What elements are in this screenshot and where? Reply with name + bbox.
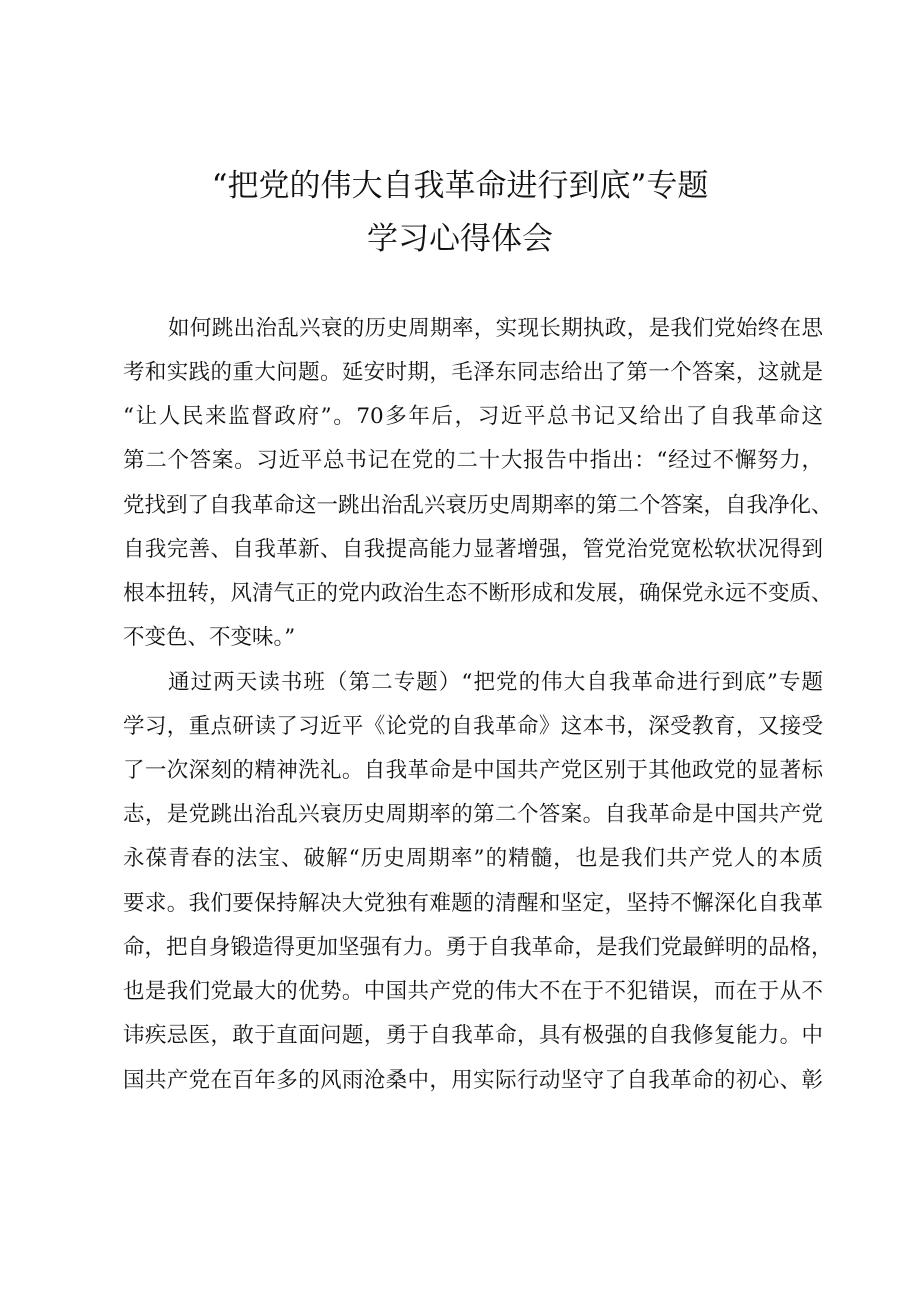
paragraph-line: 也是我们党最大的优势。中国共产党的伟大不在于不犯错误，而在于从不 [123, 979, 823, 1004]
paragraph-line: 命，把自身锻造得更加坚强有力。勇于自我革命，是我们党最鲜明的品格， [123, 935, 833, 960]
paragraph-line: 学习，重点研读了习近平《论党的自我革命》这本书，深受教育，又接受 [123, 714, 823, 739]
document-title-line-2: 学习心得体会 [367, 221, 553, 257]
document-title-line-1: “把党的伟大自我革命进行到底”专题 [211, 168, 709, 204]
paragraph-line: 考和实践的重大问题。延安时期，毛泽东同志给出了第一个答案，这就是 [123, 360, 823, 385]
paragraph-line: 第二个答案。习近平总书记在党的二十大报告中指出：“经过不懈努力， [123, 448, 823, 473]
paragraph-line: 自我完善、自我革新、自我提高能力显著增强，管党治党宽松软状况得到 [123, 537, 823, 562]
paragraph-line: 通过两天读书班（第二专题）“把党的伟大自我革命进行到底”专题 [168, 670, 823, 695]
paragraph-line: 要求。我们要保持解决大党独有难题的清醒和坚定，坚持不懈深化自我革 [123, 891, 823, 916]
paragraph-line: 国共产党在百年多的风雨沧桑中，用实际行动坚守了自我革命的初心、彰 [123, 1068, 823, 1093]
paragraph-line: 了一次深刻的精神洗礼。自我革命是中国共产党区别于其他政党的显著标 [123, 758, 823, 783]
paragraph-line: 永葆青春的法宝、破解“历史周期率”的精髓，也是我们共产党人的本质 [123, 846, 823, 871]
paragraph-line: 讳疾忌医，敢于直面问题，勇于自我革命，具有极强的自我修复能力。中 [123, 1023, 823, 1048]
paragraph-line: 党找到了自我革命这一跳出治乱兴衰历史周期率的第二个答案，自我净化、 [123, 493, 833, 518]
paragraph-line: 根本扭转，风清气正的党内政治生态不断形成和发展，确保党永远不变质、 [123, 581, 833, 606]
paragraph-line: 如何跳出治乱兴衰的历史周期率，实现长期执政，是我们党始终在思 [168, 316, 823, 341]
paragraph-line: 志，是党跳出治乱兴衰历史周期率的第二个答案。自我革命是中国共产党 [123, 802, 823, 827]
paragraph-line: “让人民来监督政府”。70多年后，习近平总书记又给出了自我革命这 [123, 404, 823, 429]
paragraph-line: 不变色、不变味。” [123, 625, 296, 650]
